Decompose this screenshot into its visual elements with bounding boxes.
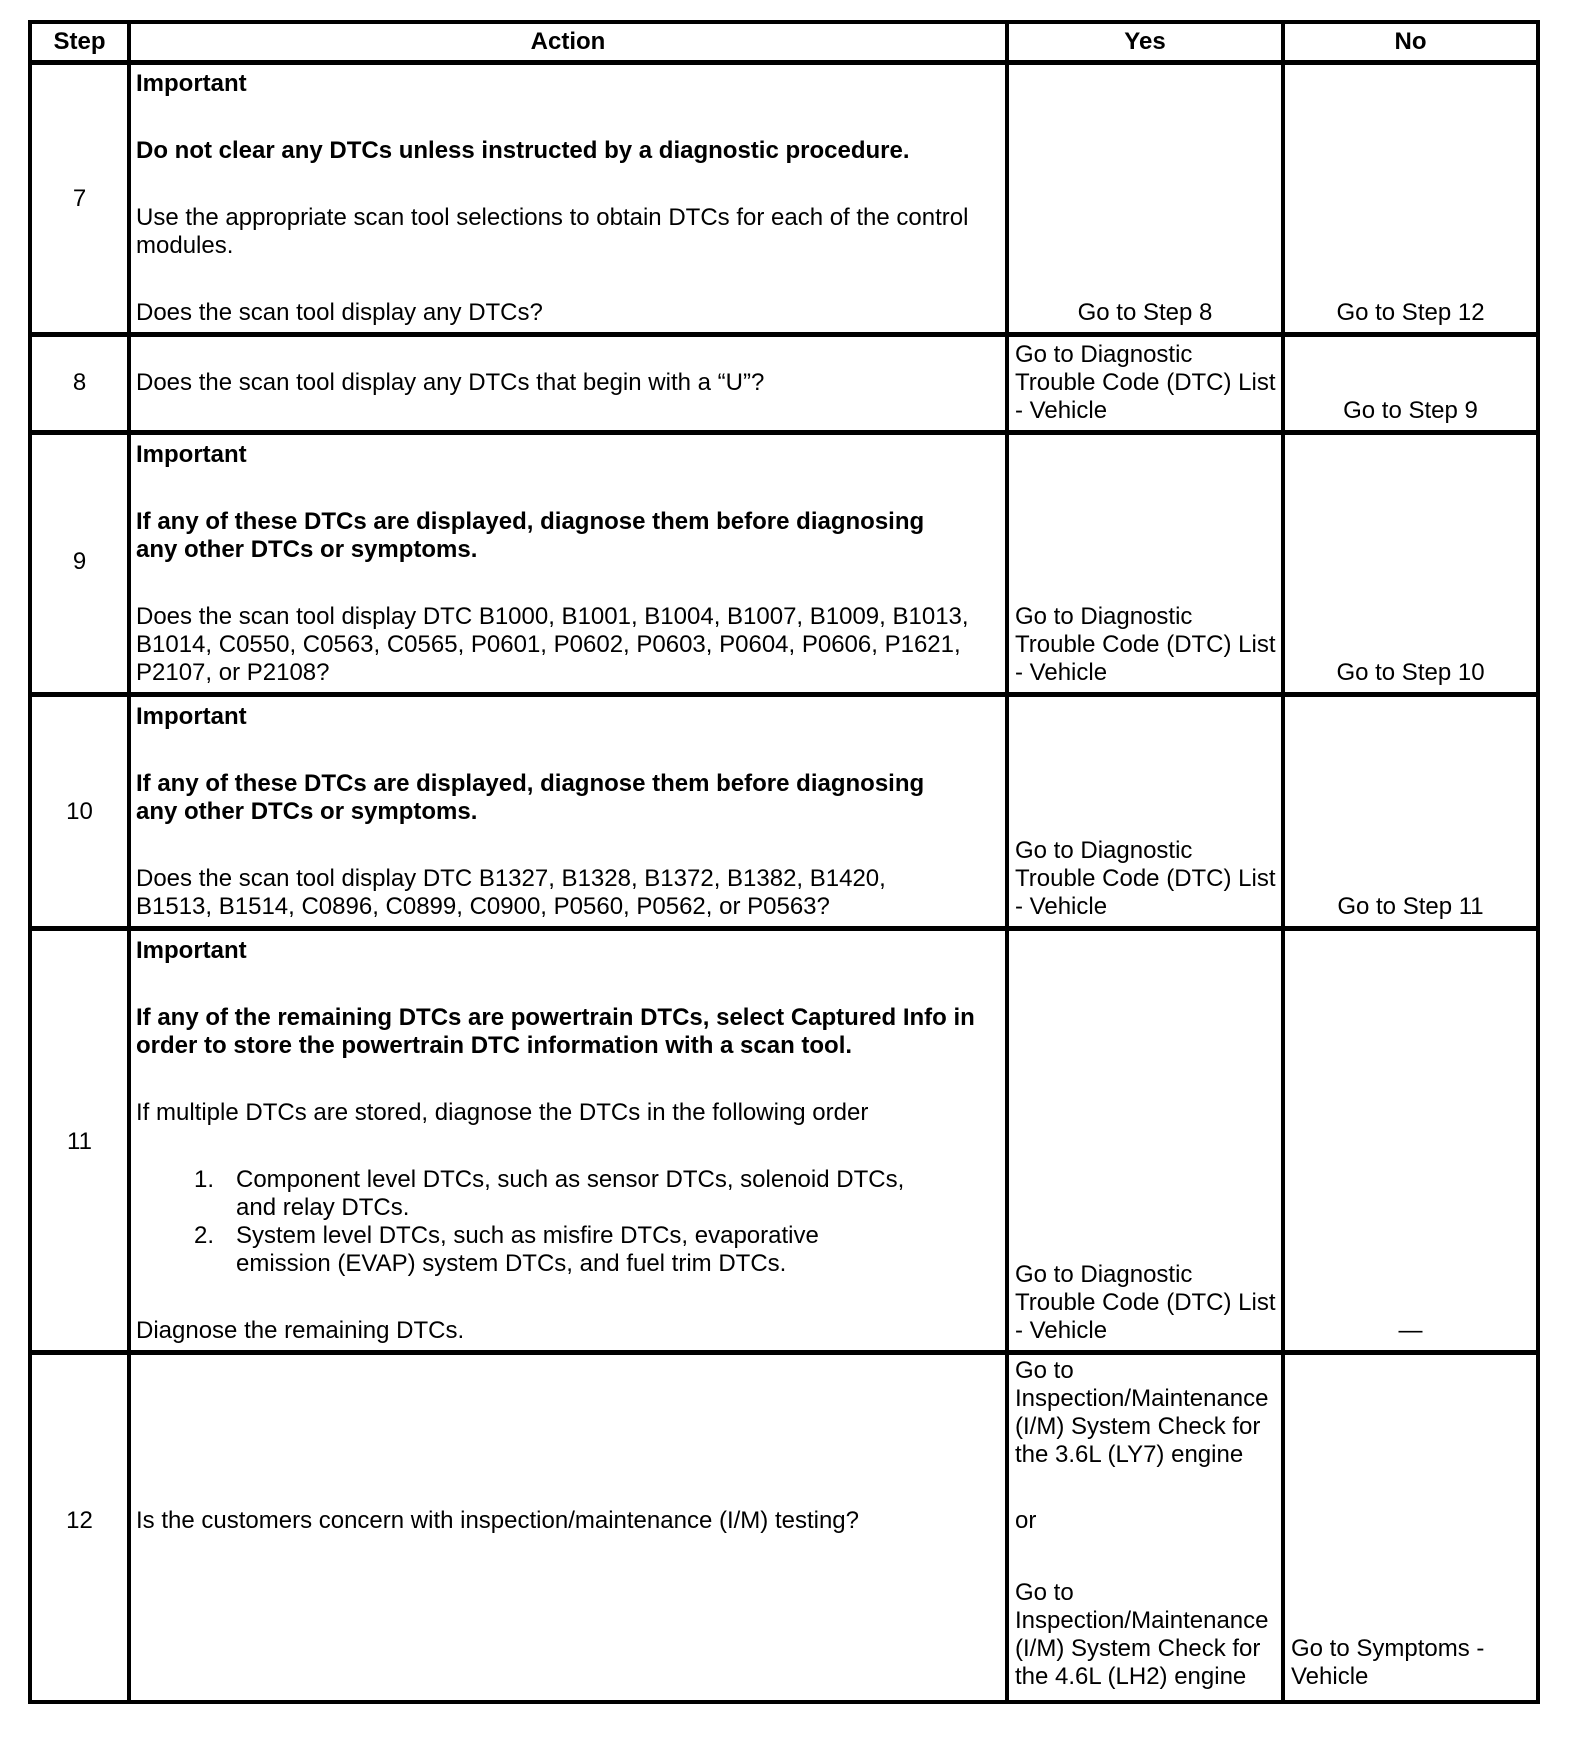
action-question: Is the customers concern with inspection/maintenance (I/M) testing? bbox=[136, 1507, 859, 1534]
step-number: 12 bbox=[66, 1507, 93, 1534]
step-number: 11 bbox=[67, 1128, 92, 1155]
row-divider bbox=[28, 332, 1540, 337]
important-note: If any of these DTCs are displayed, diagnose them before diagnosing any other DTCs or symptoms. bbox=[136, 508, 925, 563]
header-divider bbox=[28, 60, 1540, 65]
table-border-right bbox=[1536, 20, 1540, 1704]
no-result: — bbox=[1398, 1317, 1423, 1344]
step-number: 7 bbox=[72, 185, 87, 212]
yes-result[interactable]: Go to Inspection/Maintenance (I/M) System Check for the 3.6L (LY7) engine bbox=[1015, 1357, 1269, 1468]
important-label: Important bbox=[136, 70, 247, 97]
column-divider bbox=[1005, 20, 1009, 1704]
no-result[interactable]: Go to Step 10 bbox=[1336, 659, 1485, 686]
important-label: Important bbox=[136, 703, 247, 730]
column-divider bbox=[127, 20, 131, 1704]
no-result[interactable]: Go to Symptoms - Vehicle bbox=[1291, 1635, 1485, 1690]
action-question: Does the scan tool display DTC B1327, B1328, B1372, B1382, B1420, B1513, B1514, C0896, C0899, C0900, P0560, P0562, or P0563? bbox=[136, 865, 886, 920]
action-text: Use the appropriate scan tool selections to obtain DTCs for each of the control modules. bbox=[136, 204, 969, 259]
table-border-top bbox=[28, 20, 1540, 24]
row-divider bbox=[28, 692, 1540, 697]
yes-result[interactable]: Go to Diagnostic Trouble Code (DTC) List - Vehicle bbox=[1015, 837, 1276, 920]
action-text: If multiple DTCs are stored, diagnose the DTCs in the following order bbox=[136, 1099, 869, 1126]
yes-result[interactable]: Go to Diagnostic Trouble Code (DTC) List - Vehicle bbox=[1015, 1261, 1276, 1344]
list-item-number: 2. bbox=[193, 1222, 214, 1249]
no-result[interactable]: Go to Step 12 bbox=[1336, 299, 1485, 326]
yes-result[interactable]: Go to Inspection/Maintenance (I/M) System Check for the 4.6L (LH2) engine bbox=[1015, 1579, 1269, 1690]
dtc-order-list bbox=[136, 1166, 916, 1278]
list-item bbox=[136, 1166, 916, 1222]
header-no: No bbox=[1394, 28, 1427, 55]
list-item-text: System level DTCs, such as misfire DTCs, evaporative emission (EVAP) system DTCs, and fuel trim DTCs. bbox=[236, 1222, 819, 1277]
important-label: Important bbox=[136, 937, 247, 964]
yes-result[interactable]: Go to Diagnostic Trouble Code (DTC) List - Vehicle bbox=[1015, 603, 1276, 686]
table-border-bottom bbox=[28, 1700, 1540, 1704]
no-result[interactable]: Go to Step 9 bbox=[1343, 397, 1478, 424]
list-item bbox=[136, 1222, 916, 1278]
row-divider bbox=[28, 1350, 1540, 1355]
list-item-text: Component level DTCs, such as sensor DTCs, solenoid DTCs, and relay DTCs. bbox=[236, 1166, 905, 1221]
yes-or-label: or bbox=[1015, 1507, 1037, 1534]
action-question: Diagnose the remaining DTCs. bbox=[136, 1317, 465, 1344]
header-step: Step bbox=[53, 28, 106, 55]
action-question: Does the scan tool display DTC B1000, B1001, B1004, B1007, B1009, B1013, B1014, C0550, C0563, C0565, P0601, P0602, P0603, P0604, P0606, P1621, P2107, or P2108? bbox=[136, 603, 969, 686]
table-border-left bbox=[28, 20, 32, 1704]
header-yes: Yes bbox=[1124, 28, 1166, 55]
header-action: Action bbox=[530, 28, 606, 55]
step-number: 9 bbox=[72, 548, 87, 575]
action-question: Does the scan tool display any DTCs that begin with a “U”? bbox=[136, 369, 765, 396]
row-divider bbox=[28, 430, 1540, 435]
yes-result[interactable]: Go to Diagnostic Trouble Code (DTC) List - Vehicle bbox=[1015, 341, 1276, 424]
step-number: 10 bbox=[66, 798, 93, 825]
list-item-number: 1. bbox=[193, 1166, 214, 1193]
important-note: If any of the remaining DTCs are powertrain DTCs, select Captured Info in order to store the powertrain DTC information with a scan tool. bbox=[136, 1004, 975, 1059]
action-question: Does the scan tool display any DTCs? bbox=[136, 299, 543, 326]
no-result[interactable]: Go to Step 11 bbox=[1337, 893, 1484, 920]
row-divider bbox=[28, 926, 1540, 931]
step-number: 8 bbox=[72, 369, 87, 396]
important-note: If any of these DTCs are displayed, diagnose them before diagnosing any other DTCs or symptoms. bbox=[136, 770, 925, 825]
diagnostic-table bbox=[28, 20, 1540, 1704]
important-label: Important bbox=[136, 441, 247, 468]
yes-result[interactable]: Go to Step 8 bbox=[1077, 299, 1213, 326]
column-divider bbox=[1281, 20, 1285, 1704]
important-note: Do not clear any DTCs unless instructed by a diagnostic procedure. bbox=[136, 137, 910, 164]
